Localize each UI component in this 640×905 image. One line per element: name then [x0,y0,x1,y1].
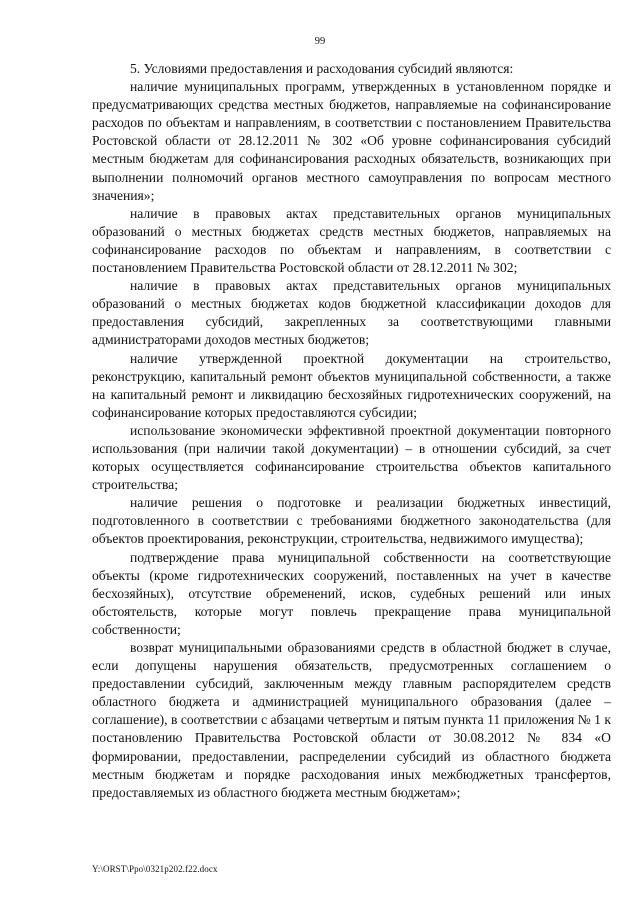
paragraph: наличие в правовых актах представительных органов муниципальных образований о местных бюджетах кодов бюджетной классификации доходов для предоставления субсидий, закрепленных за соответствующими главными администраторами доходов местных бюджетов; [92,278,611,348]
paragraph: наличие муниципальных программ, утвержденных в установленном порядке и предусматривающих средства местных бюджетов, направляемые на софинансирование расходов по объектам и направлениям, в соответствии с постановлением Правительства Ростовской области от 28.12.2011 № 302 «Об уровне софинансирования субсидий местным бюджетам для софинансирования расходных обязательств, возникающих при выполнении полномочий органов местного самоуправления по вопросам местного значения»; [92,79,611,203]
paragraph: использование экономически эффективной проектной документации повторного использования (при наличии такой документации) – в отношении субсидий, за счет которых осуществляется софинансирование строительства объектов капитального строительства; [92,422,611,493]
footer-file-path: Y:\ORST\Ppo\0321p202.f22.docx [92,864,218,874]
paragraph: наличие утвержденной проектной документации на строительство, реконструкцию, капитальный ремонт объектов муниципальной собственности, а также на капитальный ремонт и ликвидацию бесхозяйных гидротехнических сооружений, на софинансирование которых предоставляются субсидии; [92,350,611,420]
paragraph: наличие в правовых актах представительных органов муниципальных образований о местных бюджетах средств местных бюджетов, направляемых на софинансирование расходов по объектам и направлениям, в соответствии с постановлением Правительства Ростовской области от 28.12.2011 № 302; [92,205,611,276]
page-number: 99 [314,36,326,47]
paragraph: подтверждение права муниципальной собственности на соответствующие объекты (кроме гидротехнических сооружений, поставленных на учет в качестве бесхозяйных), отсутствие обременений, исков, судебных решений или иных обстоятельств, которые могут повлечь прекращение права муниципальной собственности; [92,549,611,637]
paragraph: возврат муниципальными образованиями средств в областной бюджет в случае, если допущены нарушения обязательств, предусмотренных соглашением о предоставлении субсидий, заключенным между главным распорядителем средств областного бюджета и администрацией муниципального образования (далее – соглашение), в соответствии с абзацами четвертым и пятым пункта 11 приложения № 1 к постановлению Правительства Ростовской области от 30.08.2012 № 834 «О формировании, предоставлении, распределении субсидий из областного бюджета местным бюджетам и порядке расходования иных межбюджетных трансфертов, предоставляемых из областного бюджета местным бюджетам»; [92,640,611,800]
paragraph: наличие решения о подготовке и реализации бюджетных инвестиций, подготовленного в соответствии с требованиями бюджетного законодательства (для объектов проектирования, реконструкции, строительства, недвижимого имущества); [92,495,611,547]
paragraph-heading: 5. Условиями предоставления и расходования субсидий являются: [130,61,514,76]
document-body [92,60,611,802]
